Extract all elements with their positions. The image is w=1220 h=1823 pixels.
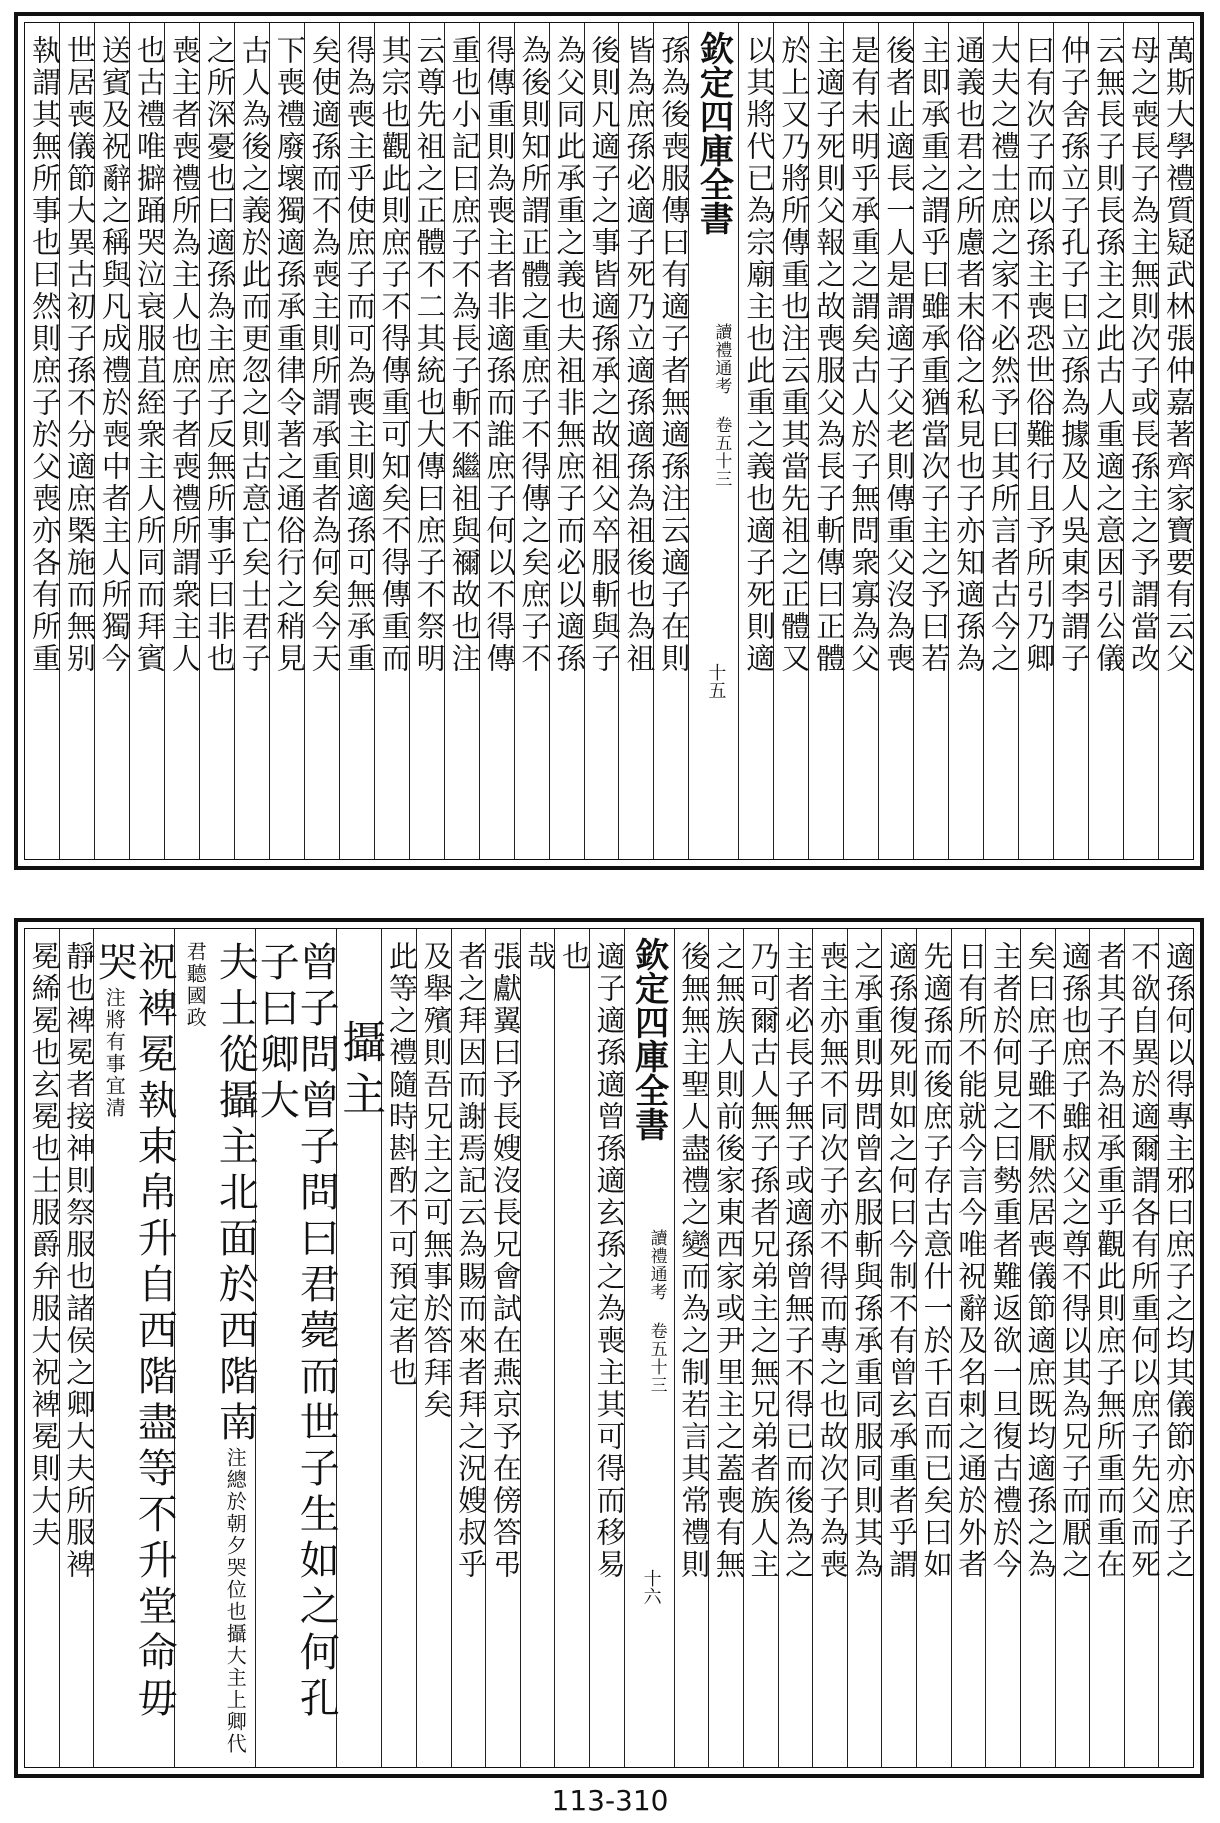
text-column: 以其將代已為宗廟主也此重之義也適子死則適 (738, 23, 773, 859)
text-column: 是有未明乎承重之謂矣古人於子無問衆寡為父 (843, 23, 878, 859)
text-column: 為父同此承重之義也夫祖非無庶子而必以適孫 (549, 23, 584, 859)
text-column: 世居喪儀節大異古初子孫不分適庶槩施而無别 (59, 23, 94, 859)
text-column: 仲子舍孫立子孔子曰立孫為據及人吳東李謂子 (1053, 23, 1088, 859)
main-text: 祝裨冕執束帛升自西階盡等不升堂命毋哭 (91, 941, 178, 1723)
text-column: 主者於何見之曰勢重者難返欲一旦復古禮於今 (985, 929, 1020, 1767)
text-column: 此等之禮隨時斟酌不可預定者也 (381, 929, 416, 1767)
text-column: 者之拜因而謝焉記云為賜而來者拜之況嫂叔乎 (451, 929, 486, 1767)
text-column: 後則凡適子之事皆適孫承之故祖父卒服斬與子 (584, 23, 619, 859)
text-column: 日有所不能就今言今唯祝辭及名刺之通於外者 (951, 929, 986, 1767)
text-column: 送賓及祝辭之稱與凡成禮於喪中者主人所獨今 (94, 23, 129, 859)
main-text-column: 曾子問曾子問曰君薨而世子生如之何孔子曰卿大 (255, 929, 336, 1767)
text-column: 皆為庶孫必適子死乃立適孫適孫為祖後也為祖 (618, 23, 653, 859)
text-column: 張獻翼曰予長嫂沒長兄會試在燕京予在傍答弔 (485, 929, 520, 1767)
text-column: 冕絺冕也玄冕也士服爵弁服大祝裨冕則大夫 (27, 941, 62, 1549)
page-number: 十五 (705, 663, 727, 699)
text-column: 及舉殯則吾兄主之可無事於答拜矣 (416, 929, 451, 1767)
text-column: 古人為後之義於此而更忽之則古意亡矣士君子 (234, 23, 269, 859)
text-column: 喪主亦無不同次子亦不得而專之也故次子為喪 (812, 929, 847, 1767)
volume-label: 讀禮通考 卷五十三 (711, 323, 732, 488)
text-column: 適子適孫適曾孫適玄孫之為喪主其可得而移易 (589, 929, 624, 1767)
text-column: 矣曰庶子雖不厭然居喪儀節適庶既均適孫之為 (1020, 929, 1055, 1767)
text-column: 適孫復死則如之何曰今制不有曾玄承重者乎謂 (881, 929, 916, 1767)
text-column: 得為喪主乎使庶子而可為喪主則適孫可無承重 (339, 23, 374, 859)
text-column: 後無無主聖人盡禮之變而為之制若言其常禮則 (674, 929, 709, 1767)
text-column: 下喪禮廢壞獨適孫承重律令著之通俗行之稍見 (269, 23, 304, 859)
text-column: 主即承重之謂乎曰雖承重猶當次子主之予曰若 (913, 23, 948, 859)
main-text: 夫士從攝主北面於西階南 (212, 941, 259, 1447)
text-column: 喪主者喪禮所為主人也庶子者喪禮所謂衆主人 (164, 23, 199, 859)
text-column: 適孫何以得專主邪曰庶子之均其儀節亦庶子之 (1158, 929, 1193, 1767)
section-heading: 攝主 (336, 929, 381, 1767)
text-column: 者其子不為祖承重乎觀此則庶子無所重而重在 (1089, 929, 1124, 1767)
text-column: 云尊先祖之正體不二其統也大傳曰庶子不祭明 (409, 23, 444, 859)
annotation-note: 注將有事宜清 (102, 987, 127, 1119)
text-column: 乃可爾古人無子孫者兄弟主之無兄弟者族人主 (743, 929, 778, 1767)
main-text-column (174, 929, 259, 1767)
text-column: 曰有次子而以孫主喪恐世俗難行且予所引乃卿 (1018, 23, 1053, 859)
book-title: 欽定四庫全書 (693, 31, 734, 235)
text-column: 主者必長子無子或適孫曾無子不得已而後為之 (778, 929, 813, 1767)
text-column: 也古禮唯擗踊哭泣衰服苴絰衆主人所同而拜賓 (129, 23, 164, 859)
text-column: 其宗也觀此則庶子不得傳重可知矣不得傳重而 (374, 23, 409, 859)
text-column: 矣使適孫而不為喪主則所謂承重者為何矣今天 (304, 23, 339, 859)
text-column: 得傳重則為喪主者非適孫而誰庶子何以不得傳 (479, 23, 514, 859)
top-page-frame (24, 22, 1194, 860)
bottom-page (14, 918, 1204, 1778)
text-column: 云無長子則長孫主之此古人重適之意因引公儀 (1088, 23, 1123, 859)
bottom-page-frame (24, 928, 1194, 1768)
fold-column (624, 929, 674, 1767)
bottom-columns (25, 929, 1196, 1767)
annotation-note: 注總於朝夕哭位也攝大主上卿代君聽國政 (183, 941, 248, 1755)
text-column: 主適子死則父報之故喪服父為長子斬傳曰正體 (808, 23, 843, 859)
fold-column (688, 23, 738, 859)
top-columns (25, 23, 1196, 859)
text-column: 之承重則毋問曾玄服斬與孫承重同服同則其為 (847, 929, 882, 1767)
text-column: 大夫之禮士庶之家不必然予曰其所言者古今之 (983, 23, 1018, 859)
text-column: 孫為後喪服傳曰有適子者無適孫注云適子在則 (653, 23, 688, 859)
text-column: 後者止適長一人是謂適子父老則傳重父沒為喪 (878, 23, 913, 859)
volume-label: 讀禮通考 卷五十三 (646, 1229, 667, 1394)
text-column: 執謂其無所事也曰然則庶子於父喪亦各有所重 (27, 35, 62, 675)
text-column: 之無族人則前後家東西家或尹里主之蓋喪有無 (708, 929, 743, 1767)
text-column: 也 (554, 929, 589, 1767)
text-column: 為後則知所謂正體之重庶子不得傳之矣庶子不 (514, 23, 549, 859)
text-column: 之所深憂也曰適孫為主庶子反無所事乎曰非也 (199, 23, 234, 859)
main-text-column (91, 929, 178, 1767)
page-footer-number: 113-310 (551, 1784, 669, 1817)
top-page (14, 12, 1204, 870)
book-title: 欽定四庫全書 (628, 937, 669, 1141)
text-column: 哉 (520, 929, 555, 1767)
text-column: 通義也君之所慮者末俗之私見也子亦知適孫為 (948, 23, 983, 859)
text-column: 母之喪長子為主無則次子或長孫主之予謂當改 (1123, 23, 1158, 859)
text-column: 適孫也庶子雖叔父之尊不得以其為兄子而厭之 (1055, 929, 1090, 1767)
text-column: 靜也裨冕者接神則祭服也諸侯之卿大夫所服裨 (59, 929, 94, 1767)
text-column: 於上又乃將所傳重也注云重其當先祖之正體又 (773, 23, 808, 859)
text-column: 萬斯大學禮質疑武林張仲嘉著齊家寶要有云父 (1158, 23, 1193, 859)
page-number: 十六 (640, 1569, 662, 1605)
text-column: 先適孫而後庶子存古意什一於千百而已矣曰如 (916, 929, 951, 1767)
text-column: 不欲自異於適爾謂各有所重何以庶子先父而死 (1124, 929, 1159, 1767)
text-column: 重也小記曰庶子不為長子斬不繼祖與禰故也注 (444, 23, 479, 859)
